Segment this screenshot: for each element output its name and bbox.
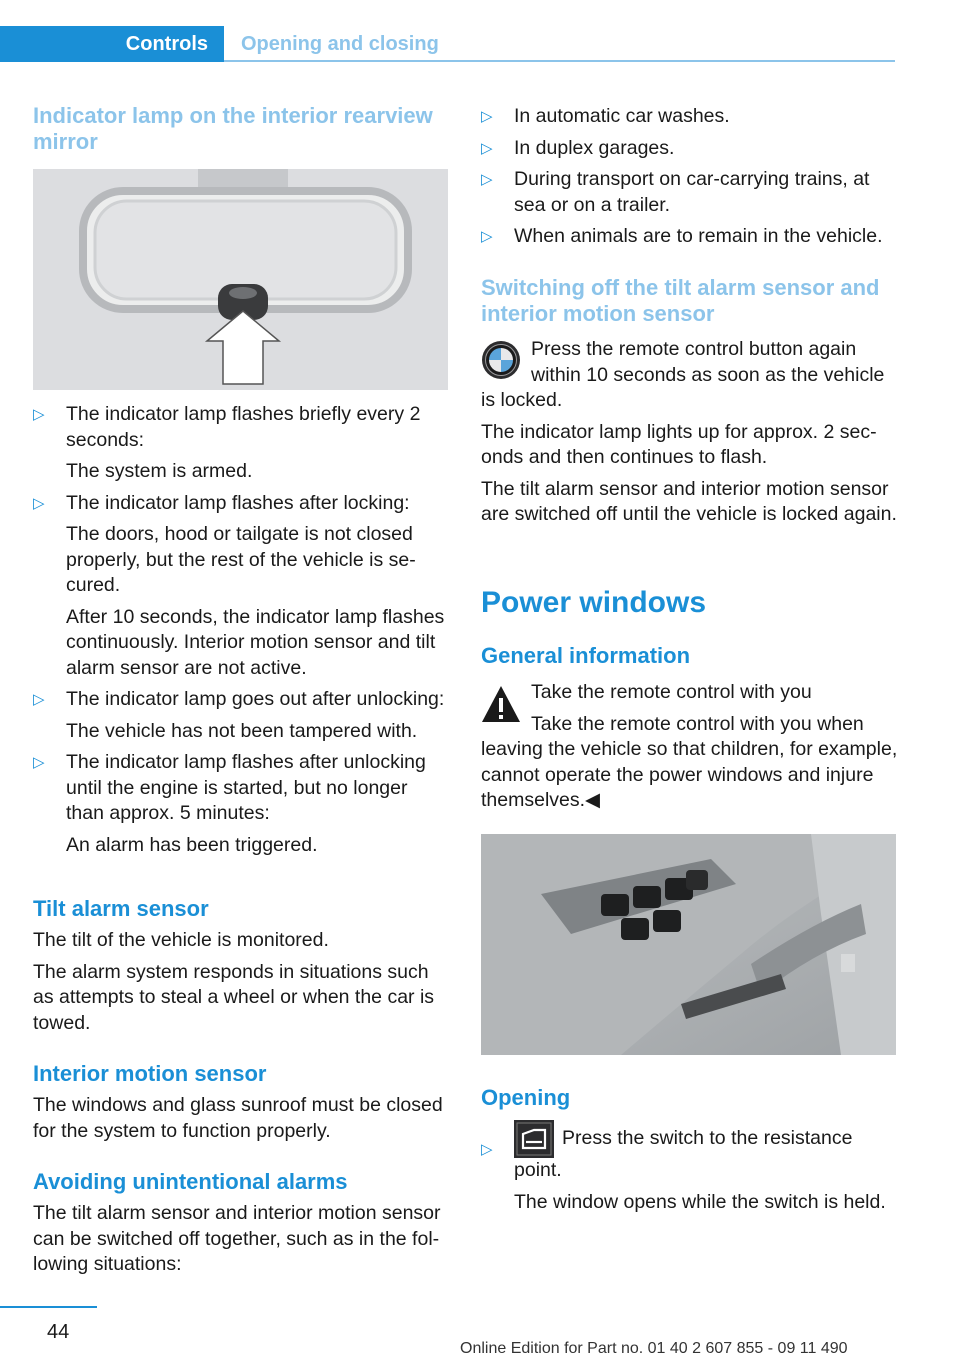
bmw-remote-key-icon — [481, 340, 521, 380]
paragraph: The alarm system responds in situations such as attempts to steal a wheel or when the car is towed. — [33, 960, 435, 1034]
motion-sensor-text — [33, 1093, 451, 1150]
opening-list-container — [481, 1120, 899, 1221]
paragraph: The tilt alarm sensor and interior motion sensor can be switched off together, such as in the fol- lowing situations: — [33, 1202, 441, 1275]
paragraph: Press the remote control button again within 10 seconds as soon as the vehicle is locked. — [481, 338, 885, 411]
heading-general-information: General information — [481, 643, 691, 668]
door-panel-illustration — [481, 834, 896, 1055]
warning-block — [481, 680, 899, 820]
list-item-lead: Press the switch to the resistance point. — [514, 1127, 853, 1181]
list-item — [33, 750, 449, 858]
right-bullet-list-container — [481, 104, 897, 256]
list-item — [481, 136, 897, 162]
page-number: 44 — [47, 1321, 70, 1343]
tab-controls: Controls — [0, 26, 224, 62]
edition-line: Online Edition for Part no. 01 40 2 607 855 - 09 11 490 — [460, 1340, 848, 1357]
footer-rule — [0, 1306, 97, 1308]
list-item-text: An alarm has been triggered. — [66, 833, 318, 856]
list-item-lead: The indicator lamp flashes after unlocking until the engine is started, but no longer than approx. 5 minutes: — [66, 751, 426, 824]
situations-list — [481, 104, 897, 250]
triangle-bullet-icon: ▷ — [481, 139, 493, 157]
list-item-lead: The indicator lamp goes out after unlocking: — [66, 688, 445, 710]
list-item-lead: The indicator lamp flashes briefly every 2 seconds: — [66, 403, 421, 451]
triangle-bullet-icon: ▷ — [481, 228, 493, 245]
list-item-text: When animals are to remain in the vehicle. — [514, 225, 883, 247]
page-header — [0, 26, 895, 62]
list-item — [33, 687, 449, 744]
heading-tilt-alarm-sensor: Tilt alarm sensor — [33, 896, 209, 921]
paragraph: The indicator lamp lights up for approx. 2 sec- onds and then continues to flash. — [481, 420, 877, 468]
paragraph: The tilt alarm sensor and interior motion sensor are switched off until the vehicle is locked again. — [481, 477, 897, 525]
triangle-bullet-icon: ▷ — [481, 171, 493, 188]
heading-avoiding-alarms: Avoiding unintentional alarms — [33, 1169, 348, 1194]
heading-power-windows: Power windows — [481, 586, 707, 619]
triangle-bullet-icon: ▷ — [33, 754, 45, 771]
rearview-mirror-figure — [33, 169, 448, 390]
list-item — [481, 167, 897, 218]
tab-section-title: Opening and closing — [241, 33, 439, 55]
avoid-alarms-text — [33, 1201, 451, 1284]
list-item-text: The system is armed. — [66, 460, 253, 482]
triangle-bullet-icon: ▷ — [33, 406, 45, 423]
opening-list — [481, 1120, 899, 1215]
list-item — [481, 104, 897, 130]
triangle-bullet-icon: ▷ — [33, 691, 45, 708]
list-item-text: In duplex garages. — [514, 136, 675, 159]
paragraph: The tilt of the vehicle is monitored. — [33, 929, 329, 951]
switch-off-block — [481, 337, 899, 534]
list-item-text: The window opens while the switch is held. — [514, 1190, 886, 1213]
list-item-text: The doors, hood or tailgate is not closed properly, but the rest of the vehicle is se- cured. — [66, 523, 416, 596]
indicator-lamp-list — [33, 402, 449, 858]
heading-indicator-lamp: Indicator lamp on the interior rearview mirror — [33, 103, 433, 154]
paragraph: The windows and glass sunroof must be closed for the system to function properly. — [33, 1094, 443, 1142]
header-rule — [224, 60, 895, 62]
list-item — [33, 402, 449, 485]
tilt-alarm-text — [33, 928, 451, 1042]
warning-title: Take the remote control with you — [531, 681, 812, 703]
heading-opening: Opening — [481, 1085, 571, 1110]
heading-switching-off: Switching off the tilt alarm sensor and interior motion sensor — [481, 275, 880, 326]
window-switch-icon — [514, 1120, 554, 1158]
warning-triangle-icon — [481, 684, 521, 724]
left-bullet-list-container — [33, 402, 449, 864]
rearview-mirror-illustration — [33, 169, 448, 390]
list-item-text: In automatic car washes. — [514, 105, 730, 127]
triangle-bullet-icon: ▷ — [33, 494, 45, 512]
triangle-bullet-icon: ▷ — [481, 108, 493, 125]
warning-text: Take the remote control with you when leaving the vehicle so that children, for example, cannot operate the power windows and injure themselves.◀ — [481, 712, 898, 811]
list-item-text: The vehicle has not been tampered with. — [66, 719, 418, 742]
list-item-text: After 10 seconds, the indicator lamp flashes continuously. Interior motion sensor and tilt alarm sensor are not active. — [66, 605, 445, 679]
list-item-text: During transport on car-carrying trains, at sea or on a trailer. — [514, 168, 870, 216]
heading-interior-motion-sensor: Interior motion sensor — [33, 1061, 267, 1086]
door-panel-figure — [481, 834, 896, 1055]
list-item — [481, 1120, 899, 1215]
triangle-bullet-icon: ▷ — [481, 1141, 493, 1158]
list-item — [33, 491, 449, 682]
list-item — [481, 224, 897, 250]
list-item-lead: The indicator lamp flashes after locking: — [66, 491, 410, 514]
